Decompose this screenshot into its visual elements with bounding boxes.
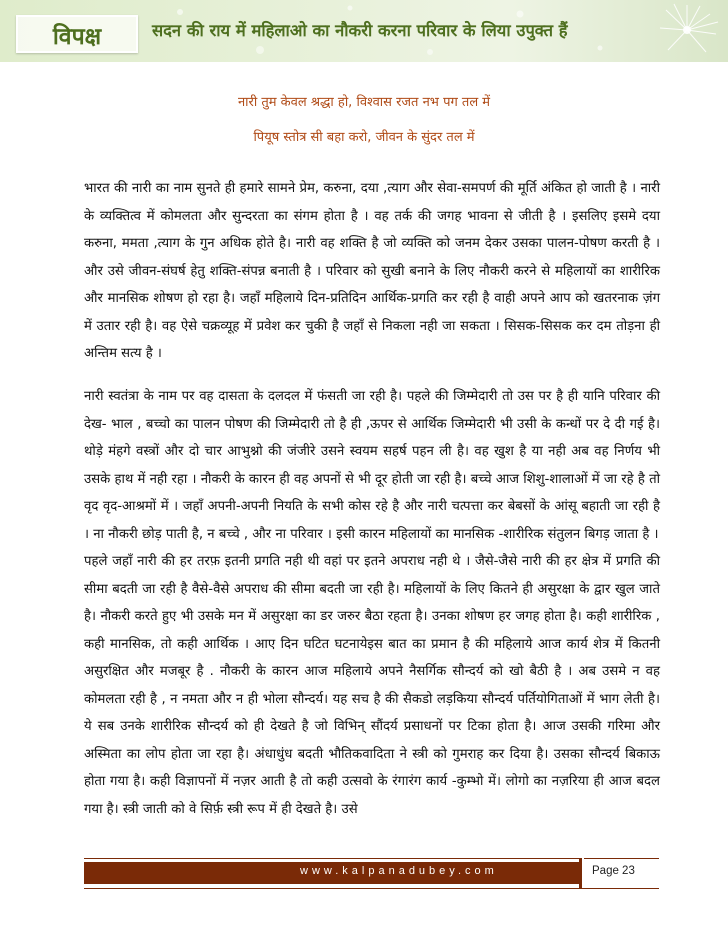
- verse-line-1: नारी तुम केवल श्रद्धा हो, विश्वास रजत नभ पग तल में: [237, 95, 491, 110]
- body-paragraph-1: [84, 175, 660, 368]
- section-tag-box: [16, 15, 138, 53]
- page-title: सदन की राय में महिलाओ का नौकरी करना परिवार के लिया उपुक्त हैं: [152, 21, 568, 40]
- body-paragraphs-2-3: [84, 383, 660, 823]
- page-number: Page 23: [592, 865, 635, 877]
- footer-rule-top: [84, 858, 659, 859]
- paragraph-text: पहले जहाँ नारी की हर तरफ़ इतनी प्रगति नही थी वहां पर इतने अपराध नही थे । जैसे-जैसे नारी की हर क्षेत्र में प्रगति की सीमा बदती जा रही है वैसे-वैसे अपराध की सीमा बदती जा रही है। महिलायों के लिए कितने ही असुरक्षा के द्वार खुल जाते है। नौकरी करते हुए भी उसके मन में असुरक्षा का डर जरुर बैठा रहता है। उनका शोषण हर जगह होता है। कही शारीरिक , कही मानसिक, तो कही आर्थिक । आए दिन घटित घटनायेइस बात का प्रमान है की महिलाये आज कार्य शेत्र में कितनी असुरक्षित और मजबूर है . नौकरी के कारन आज महिलाये अपने नैसर्गिक सौन्दर्य को खो बैठी है । अब उसमे न वह कोमलता रही है , न नमता और न ही भोला सौन्दर्य। यह सच है की सैकडो लड़किया सौन्दर्य पर्तियोगिताओं में भाग लेती है। ये सब उनके शारीरिक सौन्दर्य को ही देखते है जो विभिन् सौंदर्य प्रसाधनों पर टिका होता है। आज उसकी गरिमा और अस्मिता का लोप होता जा रहा है। अंधाधुंध बदती भौतिकवादिता ने स्त्री को गुमराह कर दिया है। उसका सौन्दर्य बिकाऊ होता गया है। कही विज्ञापनों में नज़र आती है तो कही उत्सवो के रंगारंग कार्य -कुम्भो में। लोगो का नज़रिया ही आज बदल गया है। स्त्री जाती को वे सिर्फ़ स्त्री रूप में ही देखते है। उसे: [84, 554, 660, 817]
- section-tag: विपक्ष: [52, 24, 102, 50]
- footer-website: www.kalpanadubey.com: [300, 865, 498, 877]
- page-header: [0, 0, 728, 62]
- paragraph-text: भारत की नारी का नाम सुनते ही हमारे सामने प्रेम, करुना, दया ,त्याग और सेवा-समपर्ण की मूर्ति अंकित हो जाती है । नारी के व्यक्तित्व में कोमलता और सुन्दरता का संगम होता है । वह तर्क की जगह भावना से जीती है । इसलिए इसमे दया करुना, ममता ,त्याग के गुन अधिक होते है। नारी वह शक्ति है जो व्यक्ति को जनम देकर उसका पालन-पोषण करती है । और उसे जीवन-संघर्ष हेतु शक्ति-संपन्न बनाती है । परिवार को सुखी बनाने के लिए नौकरी करने से महिलायों का शारीरिक और मानसिक शोषण हो रहा है। जहाँ महिलाये दिन-प्रतिदिन आर्थिक-प्रगति कर रही है वाही अपने आप को खतरनाक ज़ंग में उतार रही है। वह ऐसे चक्रव्यूह में प्रवेश कर चुकी है जहाँ से निकला नही जा सकता । सिसक-सिसक कर दम तोड़ना ही अन्तिम सत्य है ।: [84, 181, 660, 361]
- footer-rule-bottom: [84, 888, 659, 889]
- footer-separator: [579, 858, 584, 889]
- verse-line-2: पियूष स्तोत्र सी बहा करो, जीवन के सुंदर तल में: [253, 130, 475, 145]
- paragraph-text: नारी स्वतंत्रा के नाम पर वह दासता के दलदल में फंसती जा रही है। पहले की जिम्मेदारी तो उस पर है ही यानि परिवार की देख- भाल , बच्चो का पालन पोषण की जिम्मेदारी तो है ही ,ऊपर से आर्थिक जिम्मेदारी भी उसी के कन्धों पर दे दी गई है। थोड़े मंहगे वस्त्रों और दो चार आभुश्नो की जंजीरे उसने स्वयम सहर्ष पहन ली है। वह खुश है या नही अब वह निर्णय भी उसके हाथ में नही रहा । नौकरी के कारन ही वह अपनों से भी दूर होती जा रही है। बच्चे आज शिशु-शालाओं में जा रहे है तो वृद वृद-आश्रमों में । जहाँ अपनी-अपनी नियति के सभी कोस रहे है और नारी चत्पत्ता कर बेबसों के आंसू बहाती जा रही है । ना नौकरी छोड़ पाती है, न बच्चे , और ना परिवार । इसी कारन महिलायों का मानसिक -शारीरिक संतुलन बिगड़ जाता है ।: [84, 389, 660, 542]
